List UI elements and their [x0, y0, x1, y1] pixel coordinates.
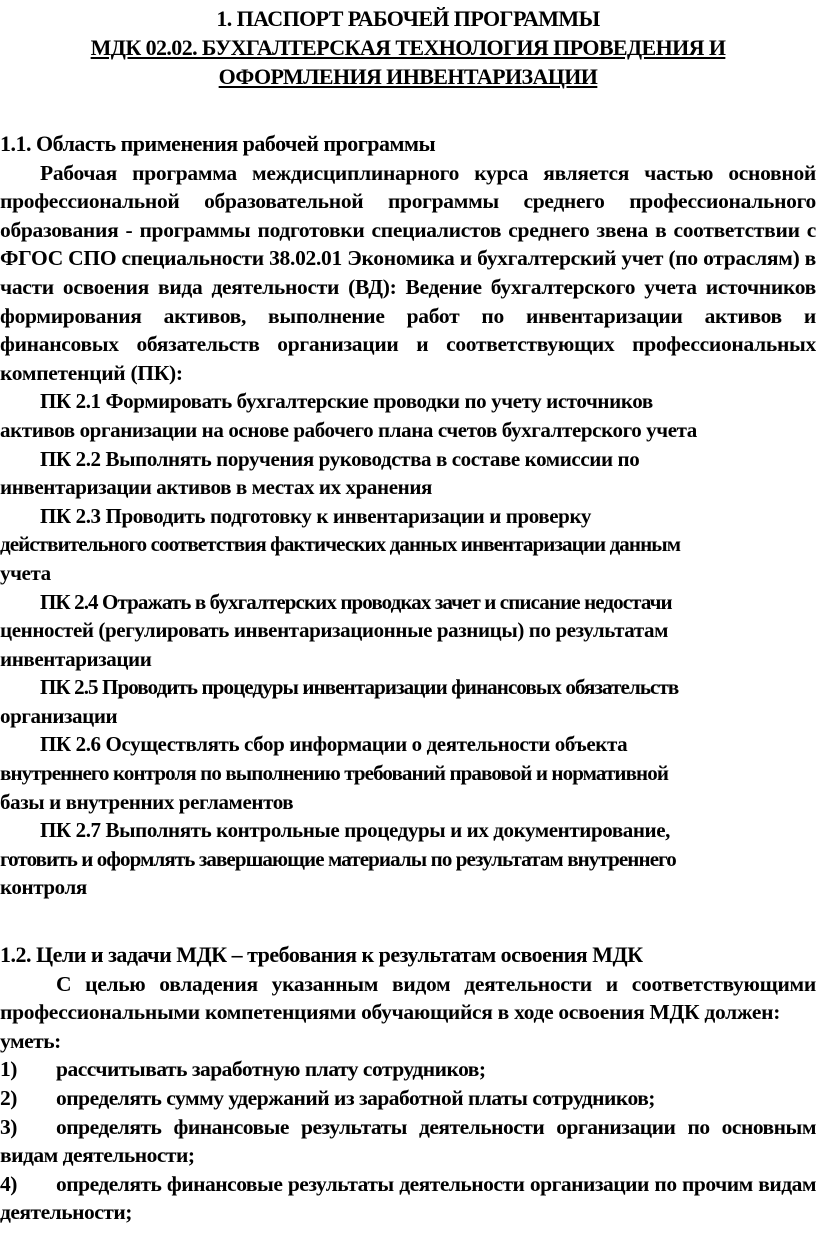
- scope-paragraph: Рабочая программа междисциплинарного курса является частью основной профессиональной образовательной программы среднего профессионального образования - программы подготовки специалистов среднего звена в соответствии с ФГОС СПО специальности 38.02.01 Экономика и бухгалтерский учет (по отраслям) в части освоения вида деятельности (ВД): Ведение бухгалтерского учета источников формирования активов, выполнение работ по инвентаризации активов и финансовых обязательств организации и соответствующих профессиональных компетенций (ПК):: [0, 160, 816, 385]
- competency-item: [0, 730, 816, 816]
- list-item: [0, 1113, 816, 1170]
- section-scope: [0, 130, 816, 902]
- skills-list: [0, 1055, 816, 1227]
- competency-line: организации: [0, 703, 118, 728]
- section-heading: 1.2. Цели и задачи МДК – требования к результатам освоения МДК: [0, 942, 643, 967]
- item-number: 3): [0, 1114, 17, 1139]
- item-text: определять сумму удержаний из заработной платы сотрудников;: [56, 1085, 655, 1110]
- item-text: определять финансовые результаты деятельности организации по прочим видам деятельности;: [0, 1171, 816, 1225]
- item-text: рассчитывать заработную плату сотрудников;: [56, 1057, 486, 1082]
- list-item: [0, 1055, 816, 1084]
- item-number: 2): [0, 1085, 17, 1110]
- page-title: 1. ПАСПОРТ РАБОЧЕЙ ПРОГРАММЫ: [216, 6, 600, 31]
- course-title-line-2: ОФОРМЛЕНИЯ ИНВЕНТАРИЗАЦИИ: [218, 64, 598, 89]
- section-goals: [0, 941, 816, 1227]
- document-header: [0, 4, 816, 91]
- competency-line: ПК 2.6 Осуществлять сбор информации о деятельности объекта: [40, 732, 628, 757]
- competency-line: ценностей (регулировать инвентаризационные разницы) по результатам: [0, 618, 669, 643]
- competency-line: учета: [0, 560, 51, 585]
- competency-line: инвентаризации: [0, 646, 152, 671]
- section-heading: 1.1. Область применения рабочей программы: [0, 131, 436, 156]
- item-text: определять финансовые результаты деятельности организации по основным видам деятельности;: [0, 1114, 816, 1168]
- list-item: [0, 1084, 816, 1113]
- competency-line: контроля: [0, 875, 87, 900]
- competency-line: активов организации на основе рабочего плана счетов бухгалтерского учета: [0, 417, 697, 442]
- competency-item: [0, 588, 816, 674]
- competency-line: внутреннего контроля по выполнению требований правовой и нормативной: [0, 761, 669, 786]
- competency-line: базы и внутренних регламентов: [0, 789, 294, 814]
- competency-line: инвентаризации активов в местах их хранения: [0, 475, 433, 500]
- competency-line: ПК 2.5 Проводить процедуры инвентаризации финансовых обязательств: [40, 675, 679, 700]
- competency-item: [0, 502, 816, 588]
- competency-line: ПК 2.1 Формировать бухгалтерские проводки по учету источников: [40, 389, 653, 414]
- list-item: [0, 1170, 816, 1227]
- course-title-line-1: МДК 02.02. БУХГАЛТЕРСКАЯ ТЕХНОЛОГИЯ ПРОВЕДЕНИЯ И: [90, 35, 726, 60]
- competency-line: готовить и оформлять завершающие материалы по результатам внутреннего: [0, 846, 676, 871]
- goals-paragraph: С целью овладения указанным видом деятельности и соответствующими профессиональными компетенциями обучающийся в ходе освоения МДК должен:: [0, 971, 816, 1025]
- competency-line: ПК 2.7 Выполнять контрольные процедуры и их документирование,: [40, 818, 671, 843]
- competency-line: действительного соответствия фактических данных инвентаризации данным: [0, 532, 681, 557]
- item-number: 4): [0, 1171, 17, 1196]
- competency-list: [0, 387, 816, 902]
- competency-item: [0, 816, 816, 902]
- competency-line: ПК 2.2 Выполнять поручения руководства в составе комиссии по: [40, 446, 640, 471]
- item-number: 1): [0, 1057, 17, 1082]
- competency-item: [0, 445, 816, 502]
- competency-line: ПК 2.4 Отражать в бухгалтерских проводках зачет и списание недостачи: [40, 589, 672, 614]
- skills-label: уметь:: [0, 1028, 61, 1053]
- competency-item: [0, 673, 816, 730]
- competency-line: ПК 2.3 Проводить подготовку к инвентаризации и проверку: [40, 503, 591, 528]
- competency-item: [0, 387, 816, 444]
